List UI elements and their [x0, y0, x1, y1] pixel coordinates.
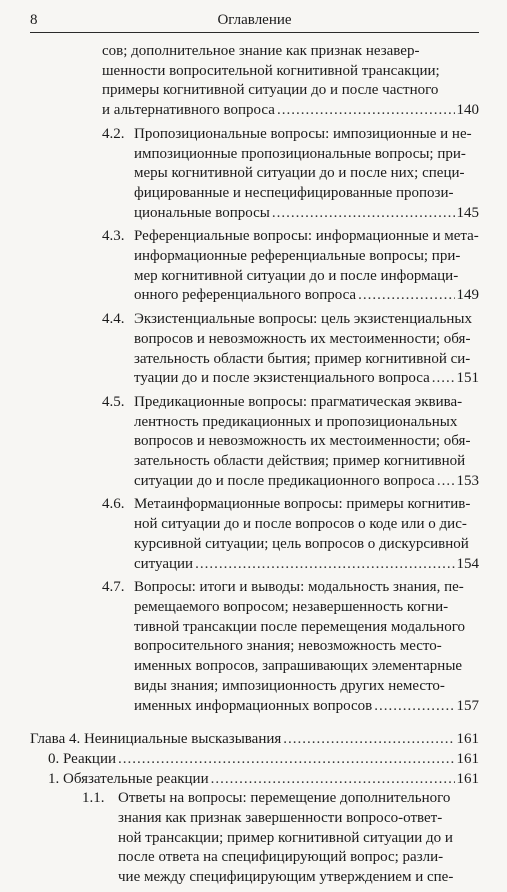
section-number: 4.2.	[102, 125, 125, 142]
toc-entry-1-obligatory-reactions[interactable]	[30, 770, 479, 790]
dot-leader	[358, 286, 454, 306]
entry-leader-line	[48, 770, 479, 790]
dot-leader	[195, 555, 454, 575]
toc-entry-1-1[interactable]	[30, 789, 479, 888]
toc-entry-4-4[interactable]	[30, 310, 479, 389]
dot-leader	[272, 204, 455, 224]
entry-page-number: 145	[456, 204, 479, 221]
entry-leader-line	[30, 730, 479, 750]
entry-line: туации до и после экзистенциального вопроса	[134, 370, 430, 387]
toc-entry-4-5[interactable]	[30, 393, 479, 492]
section-number: 1.1.	[82, 790, 105, 807]
entry-line: лентность предикационных и пропозициональных	[134, 413, 458, 430]
entry-line: вопросительного знания; невозможность место-	[134, 638, 442, 655]
page-number: 8	[30, 12, 38, 28]
entry-line: курсивной ситуации; цель вопросов о дискурсивной	[134, 535, 469, 552]
entry-line: и альтернативного вопроса	[102, 102, 275, 119]
entry-line: онного референциального вопроса	[134, 287, 357, 304]
entry-line: Метаинформационные вопросы: примеры когнитив-	[134, 496, 471, 513]
running-title: Оглавление	[217, 12, 292, 28]
entry-leader-line	[134, 204, 479, 224]
section-number: 4.7.	[102, 579, 125, 596]
entry-line: Вопросы: итоги и выводы: модальность знания, пе-	[134, 579, 464, 596]
entry-line: циональные вопросы	[134, 204, 270, 221]
section-number: 4.3.	[102, 228, 125, 245]
entry-line: Пропозициональные вопросы: импозиционные и не-	[134, 125, 472, 142]
dot-leader	[211, 770, 455, 790]
dot-leader	[374, 697, 454, 717]
entry-leader-line	[134, 555, 479, 575]
entry-line: виды знания; импозиционность других неместо-	[134, 677, 445, 694]
toc-entry-4-6[interactable]	[30, 495, 479, 574]
entry-leader-line	[134, 697, 479, 717]
dot-leader	[437, 472, 455, 492]
section-number: 4.4.	[102, 311, 125, 328]
entry-line: ной ситуации до и после вопросов о коде или о дис-	[134, 516, 467, 533]
spacer	[30, 720, 479, 730]
running-header	[30, 8, 479, 33]
dot-leader	[283, 730, 454, 750]
dot-leader	[118, 750, 454, 770]
entry-line: Ответы на вопросы: перемещение дополнительного	[118, 790, 451, 807]
dot-leader	[432, 369, 455, 389]
entry-line: импозиционные пропозициональные вопросы; при-	[134, 145, 466, 162]
entry-page-number: 161	[456, 750, 479, 767]
entry-line: Референциальные вопросы: информационные и мета-	[134, 228, 479, 245]
entry-page-number: 140	[456, 102, 479, 119]
entry-leader-line	[102, 101, 479, 121]
entry-page-number: 154	[456, 555, 479, 572]
section-number: 4.5.	[102, 393, 125, 410]
toc-entry-0-reactions[interactable]	[30, 750, 479, 770]
entry-line: зательность области бытия; пример когнитивной си-	[134, 350, 471, 367]
entry-leader-line	[134, 369, 479, 389]
entry-line: зательность области действия; пример когнитивной	[134, 453, 466, 470]
entry-page-number: 161	[456, 770, 479, 787]
entry-line: после ответа на специфицирующий вопрос; разли-	[118, 849, 444, 866]
entry-line: ной трансакции; пример когнитивной ситуации до и	[118, 829, 453, 846]
entry-page-number: 149	[456, 287, 479, 304]
entry-leader-line	[134, 286, 479, 306]
entry-line: примеры когнитивной ситуации до и после частного	[102, 82, 439, 99]
entry-line: ремещаемого вопросом; незавершенность когни-	[134, 598, 449, 615]
entry-line: именных вопросов, запрашивающих элементарные	[134, 658, 463, 675]
entry-leader-line	[48, 750, 479, 770]
entry-page-number: 153	[456, 472, 479, 489]
section-title: 1. Обязательные реакции	[48, 770, 209, 787]
chapter-title: Глава 4. Неинициальные высказывания	[30, 731, 282, 748]
entry-line: Экзистенциальные вопросы: цель экзистенциальных	[134, 311, 472, 328]
entry-line: фицированные и неспецифицированные пропози-	[134, 184, 454, 201]
entry-line: шенности вопросительной когнитивной трансакции;	[102, 62, 440, 79]
dot-leader	[277, 101, 455, 121]
entry-page-number: 151	[456, 370, 479, 387]
entry-line: ситуации до и после предикационного вопроса	[134, 472, 435, 489]
table-of-contents	[30, 42, 479, 892]
toc-entry-4-2[interactable]	[30, 125, 479, 224]
toc-entry-continuation	[30, 42, 479, 121]
entry-line: вопросов и невозможность их местоименности; обя-	[134, 330, 471, 347]
entry-line: вопросов и невозможность их местоименности; обя-	[134, 433, 471, 450]
toc-entry-chapter-4[interactable]	[30, 730, 479, 750]
entry-line: чие между специфицирующим утверждением и спе-	[118, 869, 454, 886]
entry-line: Предикационные вопросы: прагматическая эквива-	[134, 393, 463, 410]
toc-entry-4-7[interactable]	[30, 578, 479, 716]
entry-line: сов; дополнительное знание как признак незавер-	[102, 43, 420, 59]
entry-line: ситуации	[134, 555, 194, 572]
entry-page-number: 157	[456, 697, 479, 714]
entry-line: мер когнитивной ситуации до и после информаци-	[134, 267, 459, 284]
entry-line: информационные референциальные вопросы; при-	[134, 248, 461, 265]
toc-entry-4-3[interactable]	[30, 227, 479, 306]
entry-line: именных информационных вопросов	[134, 697, 373, 714]
entry-page-number: 161	[456, 731, 479, 748]
entry-line: меры когнитивной ситуации до и после них; специ-	[134, 165, 465, 182]
entry-leader-line	[134, 472, 479, 492]
section-title: 0. Реакции	[48, 750, 117, 767]
section-number: 4.6.	[102, 496, 125, 513]
entry-line: тивной трансакции после перемещения модального	[134, 618, 465, 635]
entry-line: знания как признак завершенности вопросо-ответ-	[118, 810, 443, 827]
